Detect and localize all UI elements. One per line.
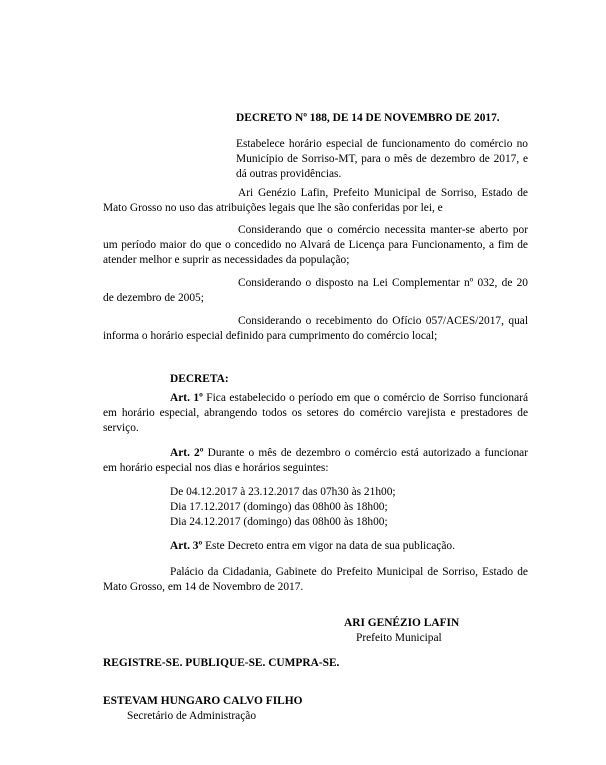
considerando-2: Considerando o disposto na Lei Complementar nº 032, de 20 de dezembro de 2005;: [103, 277, 528, 304]
schedule-list: [170, 485, 470, 530]
article-3-label: Art. 3º: [170, 540, 203, 552]
decree-ementa: Estabelece horário especial de funcionamento do comércio no Município de Sorriso-MT, para o mês de dezembro de 2017, e dá outras providências.: [236, 138, 528, 180]
signature-mayor-role: Prefeito Municipal: [356, 632, 442, 644]
article-2-label: Art. 2º: [170, 447, 204, 459]
article-1-label: Art. 1º: [170, 392, 203, 404]
signature-mayor-name: ARI GENÉZIO LAFIN: [344, 617, 460, 629]
article-1: [103, 391, 528, 436]
article-3-text: Este Decreto entra em vigor na data de sua publicação.: [202, 540, 455, 552]
schedule-item: Dia 24.12.2017 (domingo) das 08h00 às 18h00;: [170, 516, 388, 528]
decree-title: DECRETO Nº 188, DE 14 DE NOVEMBRO DE 2017.: [236, 112, 500, 124]
decreta-heading: DECRETA:: [170, 373, 229, 385]
schedule-item: Dia 17.12.2017 (domingo) das 08h00 às 18h00;: [170, 501, 388, 513]
registre-line: REGISTRE-SE. PUBLIQUE-SE. CUMPRA-SE.: [103, 657, 340, 669]
considerando-1: Considerando que o comércio necessita manter-se aberto por um período maior do que o concedido no Alvará de Licença para Funcionamento, a fim de atender melhor e suprir as necessidades da população;: [103, 224, 528, 266]
article-3: [170, 539, 530, 554]
article-1-text: Fica estabelecido o período em que o comércio de Sorriso funcionará em horário especial, abrangendo todos os setores do comércio varejista e prestadores de serviço.: [103, 392, 528, 434]
article-2: [103, 446, 528, 476]
closing-paragraph: Palácio da Cidadania, Gabinete do Prefeito Municipal de Sorriso, Estado de Mato Grosso, em 14 de Novembro de 2017.: [103, 566, 528, 593]
signature-mayor: [344, 616, 544, 646]
signature-secretary: [103, 694, 403, 724]
signature-secretary-role: Secretário de Administração: [127, 710, 257, 722]
considerando-3: Considerando o recebimento do Ofício 057/ACES/2017, qual informa o horário especial definido para cumprimento do comércio local;: [103, 315, 528, 342]
decree-preamble: Ari Genézio Lafin, Prefeito Municipal de Sorriso, Estado de Mato Grosso no uso das atribuições legais que lhe são conferidas por lei, e: [103, 187, 528, 214]
schedule-item: De 04.12.2017 à 23.12.2017 das 07h30 às 21h00;: [170, 486, 396, 498]
signature-secretary-name: ESTEVAM HUNGARO CALVO FILHO: [103, 695, 303, 707]
article-2-text: Durante o mês de dezembro o comércio está autorizado a funcionar em horário especial nos dias e horários seguintes:: [103, 447, 529, 474]
